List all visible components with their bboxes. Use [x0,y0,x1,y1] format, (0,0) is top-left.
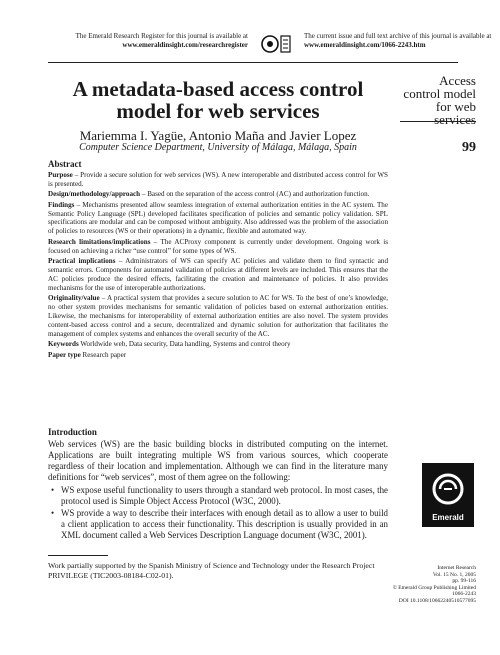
header-left-line1: The Emerald Research Register for this journal is available at [75,32,248,40]
publication-info [388,565,476,605]
page-number: 99 [462,140,476,155]
emerald-logo [422,463,474,527]
abstract-design: Design/methodology/approach – Based on the separation of the access control (AC) and authorization function. [48,190,370,199]
emerald-logo-icon [422,465,474,517]
abstract-originality: Originality/value – A practical system that provides a secure solution to AC for WS. To the best of one’s knowledge, no other system provides mechanisms for semantic validation of policies based on external authorization entities. Likewise, the mechanisms for interoperability of external authorization entities are also novel. The system provides content-based access control and a secure, decentralized and dynamic solution for authorization that facilitates the management of complex systems and enhances the overall security of the AC. [48,294,388,338]
issn: 1066-2243 [452,591,476,598]
article-title: A metadata-based access control model for web services [72,77,364,123]
abstract-findings: Findings – Mechanisms presented allow seamless integration of external authorization entities in the AC system. The Semantic Policy Language (SPL) developed facilitates specification of policies and semantic policy validation. SPL specifications are modular and can be composed without ambiguity. Also addressed was the problem of the association of policies to resources (WS or their operations) in a dynamic, flexible and automated way. [48,200,388,236]
introduction-heading: Introduction [48,427,97,437]
article-affiliation: Computer Science Department, University of Málaga, Málaga, Spain [79,142,357,153]
sidebar-divider [400,121,476,122]
abstract-purpose: Purpose – Provide a secure solution for web services (WS). A new interoperable and distributed access control for WS is presented. [48,170,388,188]
abstract-paper-type: Paper type Research paper [48,350,127,359]
introduction-paragraph: Web services (WS) are the basic building blocks in distributed computing on the internet. Applications are built integrating multiple WS from various sources, which cooperate regardless of their location and implementation. Although we can find in the literature many definitions for “web services”, most of them agree on the following: [48,439,388,482]
abstract-section [48,160,388,361]
volume-info: Vol. 15 No. 1, 2005 [432,571,476,578]
list-item: • WS provide a way to describe their interfaces with enough detail as to allow a user to build a client application to access their functionality. This description is usually provided in an XML document called a Web Services Description Language document (W3C, 2001). [51,508,388,540]
abstract-heading: Abstract [48,159,82,169]
bullet-icon: • [51,508,55,518]
copyright: © Emerald Group Publishing Limited [392,584,476,591]
doi: DOI 10.1108/10662240510577095 [398,597,476,604]
introduction-section [48,427,388,542]
running-title: Access control model for web services [403,73,476,127]
emerald-register-logo-icon [259,32,293,56]
abstract-keywords: Keywords Worldwide web, Data security, Data handling, Systems and control theory [48,340,291,349]
header-right [304,32,500,50]
footnote-divider [48,555,108,556]
header-left-link[interactable]: www.emeraldinsight.com/researchregister [122,41,248,49]
emerald-logo-text: Emerald [432,513,464,522]
header-right-line1: The current issue and full text archive of this journal is available at [304,32,492,40]
header-divider [48,62,458,63]
bullet-icon: • [51,485,55,495]
footnote: Work partially supported by the Spanish Ministry of Science and Technology under the Research Project PRIVILEGE (TIC2003-08184-C02-01). [48,561,375,580]
abstract-limitations: Research limitations/implications – The ACProxy component is currently under development. Ongoing work is focused on achieving a richer “use control” for some types of WS. [48,237,388,255]
journal-header [48,32,492,58]
article-authors: Mariemma I. Yagüe, Antonio Maña and Javier Lopez [79,128,357,143]
introduction-bullet-list [48,485,388,541]
header-left [48,32,248,50]
header-right-link[interactable]: www.emeraldinsight.com/1066-2243.htm [304,41,426,49]
list-item: • WS expose useful functionality to users through a standard web protocol. In most cases, the protocol used is Simple Object Access Protocol (W3C, 2000). [51,485,388,506]
abstract-practical: Practical implications – Administrators of WS can specify AC policies and validate them to find syntactic and semantic errors. Components for automated validation of policies at different levels are included. This ensures that the AC policies produce the desired effects, facilitating the creation and maintenance of policies. It also provides mechanisms for the use of interoperable authorizations. [48,257,389,292]
journal-name: Internet Research [437,565,476,571]
page-range: pp. 99-116 [452,578,476,585]
